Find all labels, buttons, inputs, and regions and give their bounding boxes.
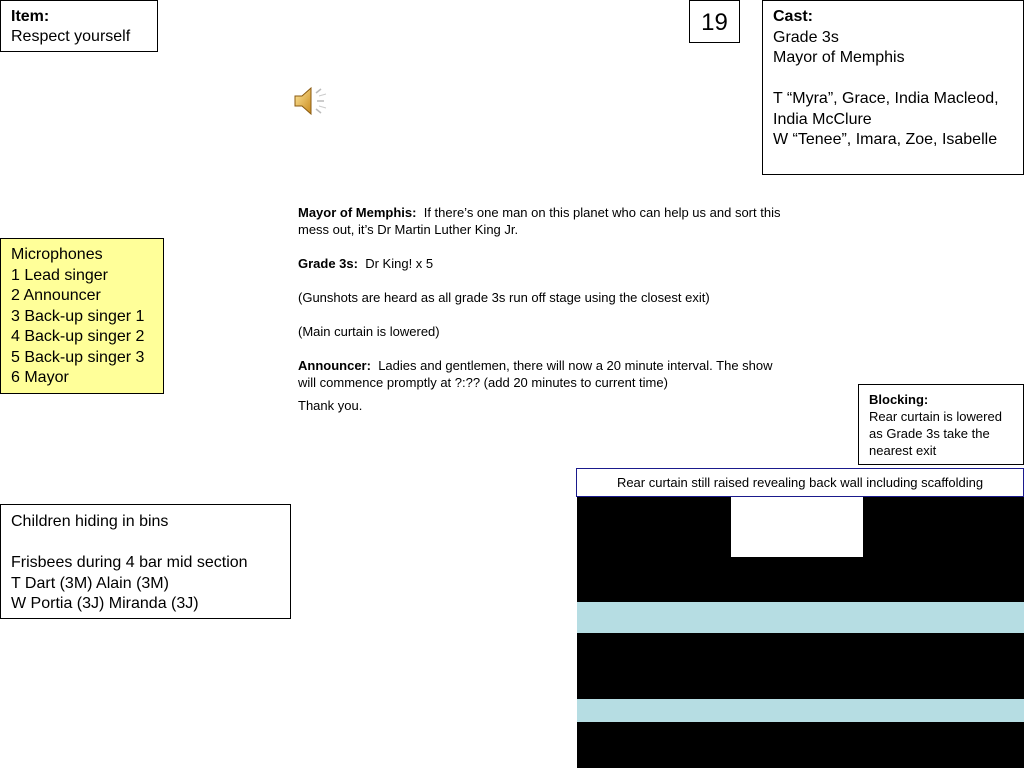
microphone-item: 5 Back-up singer 3 <box>11 348 145 366</box>
speaker-icon[interactable] <box>293 84 329 118</box>
microphones-heading: Microphones <box>11 246 103 263</box>
props-line <box>11 533 280 554</box>
scaffolding-bar <box>577 602 1024 633</box>
announcer-line <box>298 357 788 391</box>
microphone-item: 6 Mayor <box>11 369 69 386</box>
cast-line: Mayor of Memphis <box>773 49 905 66</box>
stage-caption: Rear curtain still raised revealing back wall including scaffolding <box>576 468 1024 497</box>
blocking-box <box>858 384 1024 465</box>
cast-box <box>762 0 1024 175</box>
grade-label: Grade 3s: <box>298 256 358 271</box>
microphone-item: 3 Back-up singer 1 <box>11 307 145 325</box>
blocking-line: Rear curtain is lowered <box>869 409 1002 424</box>
cast-line: Grade 3s <box>773 28 839 46</box>
props-box <box>0 504 291 619</box>
stage-window <box>731 497 863 557</box>
props-line: Children hiding in bins <box>11 513 169 530</box>
props-line: W Portia (3J) Miranda (3J) <box>11 595 199 612</box>
closing-line: Thank you. <box>298 398 363 413</box>
microphone-item: 1 Lead singer <box>11 266 108 284</box>
props-line: Frisbees during 4 bar mid section <box>11 554 248 571</box>
grade-line <box>298 255 788 272</box>
cast-line <box>773 69 1013 90</box>
grade-text: Dr King! x 5 <box>365 256 434 271</box>
cast-line: W “Tenee”, Imara, Zoe, Isabelle <box>773 131 998 148</box>
mayor-line <box>298 204 788 238</box>
mayor-text: If there’s one man on this planet who can help us and sort this mess out, it’s Dr Martin Luther King Jr. <box>298 205 781 237</box>
stage-direction: (Main curtain is lowered) <box>298 324 440 339</box>
script-text <box>298 204 788 431</box>
blocking-line: as Grade 3s take the <box>869 426 990 441</box>
cast-line: T “Myra”, Grace, India Macleod, <box>773 90 999 107</box>
cast-heading: Cast: <box>773 8 814 25</box>
announcer-label: Announcer: <box>298 358 371 373</box>
props-line: T Dart (3M) Alain (3M) <box>11 574 169 592</box>
stage-diagram <box>577 497 1024 768</box>
blocking-line: nearest exit <box>869 443 937 458</box>
announcer-text: Ladies and gentlemen, there will now a 20 minute interval. The show will commence promptly at ?:?? (add 20 minutes to current time) <box>298 358 773 390</box>
item-heading: Item: <box>11 8 50 25</box>
microphones-box <box>0 238 164 394</box>
blocking-heading: Blocking: <box>869 392 929 407</box>
stage-direction: (Gunshots are heard as all grade 3s run off stage using the closest exit) <box>298 290 710 305</box>
item-box <box>0 0 158 52</box>
mayor-label: Mayor of Memphis: <box>298 205 417 220</box>
slide-number: 19 <box>689 0 740 43</box>
cast-line: India McClure <box>773 110 872 128</box>
microphone-item: 4 Back-up singer 2 <box>11 328 145 345</box>
scaffolding-bar <box>577 699 1024 722</box>
microphone-item: 2 Announcer <box>11 287 101 304</box>
item-value: Respect yourself <box>11 28 131 45</box>
